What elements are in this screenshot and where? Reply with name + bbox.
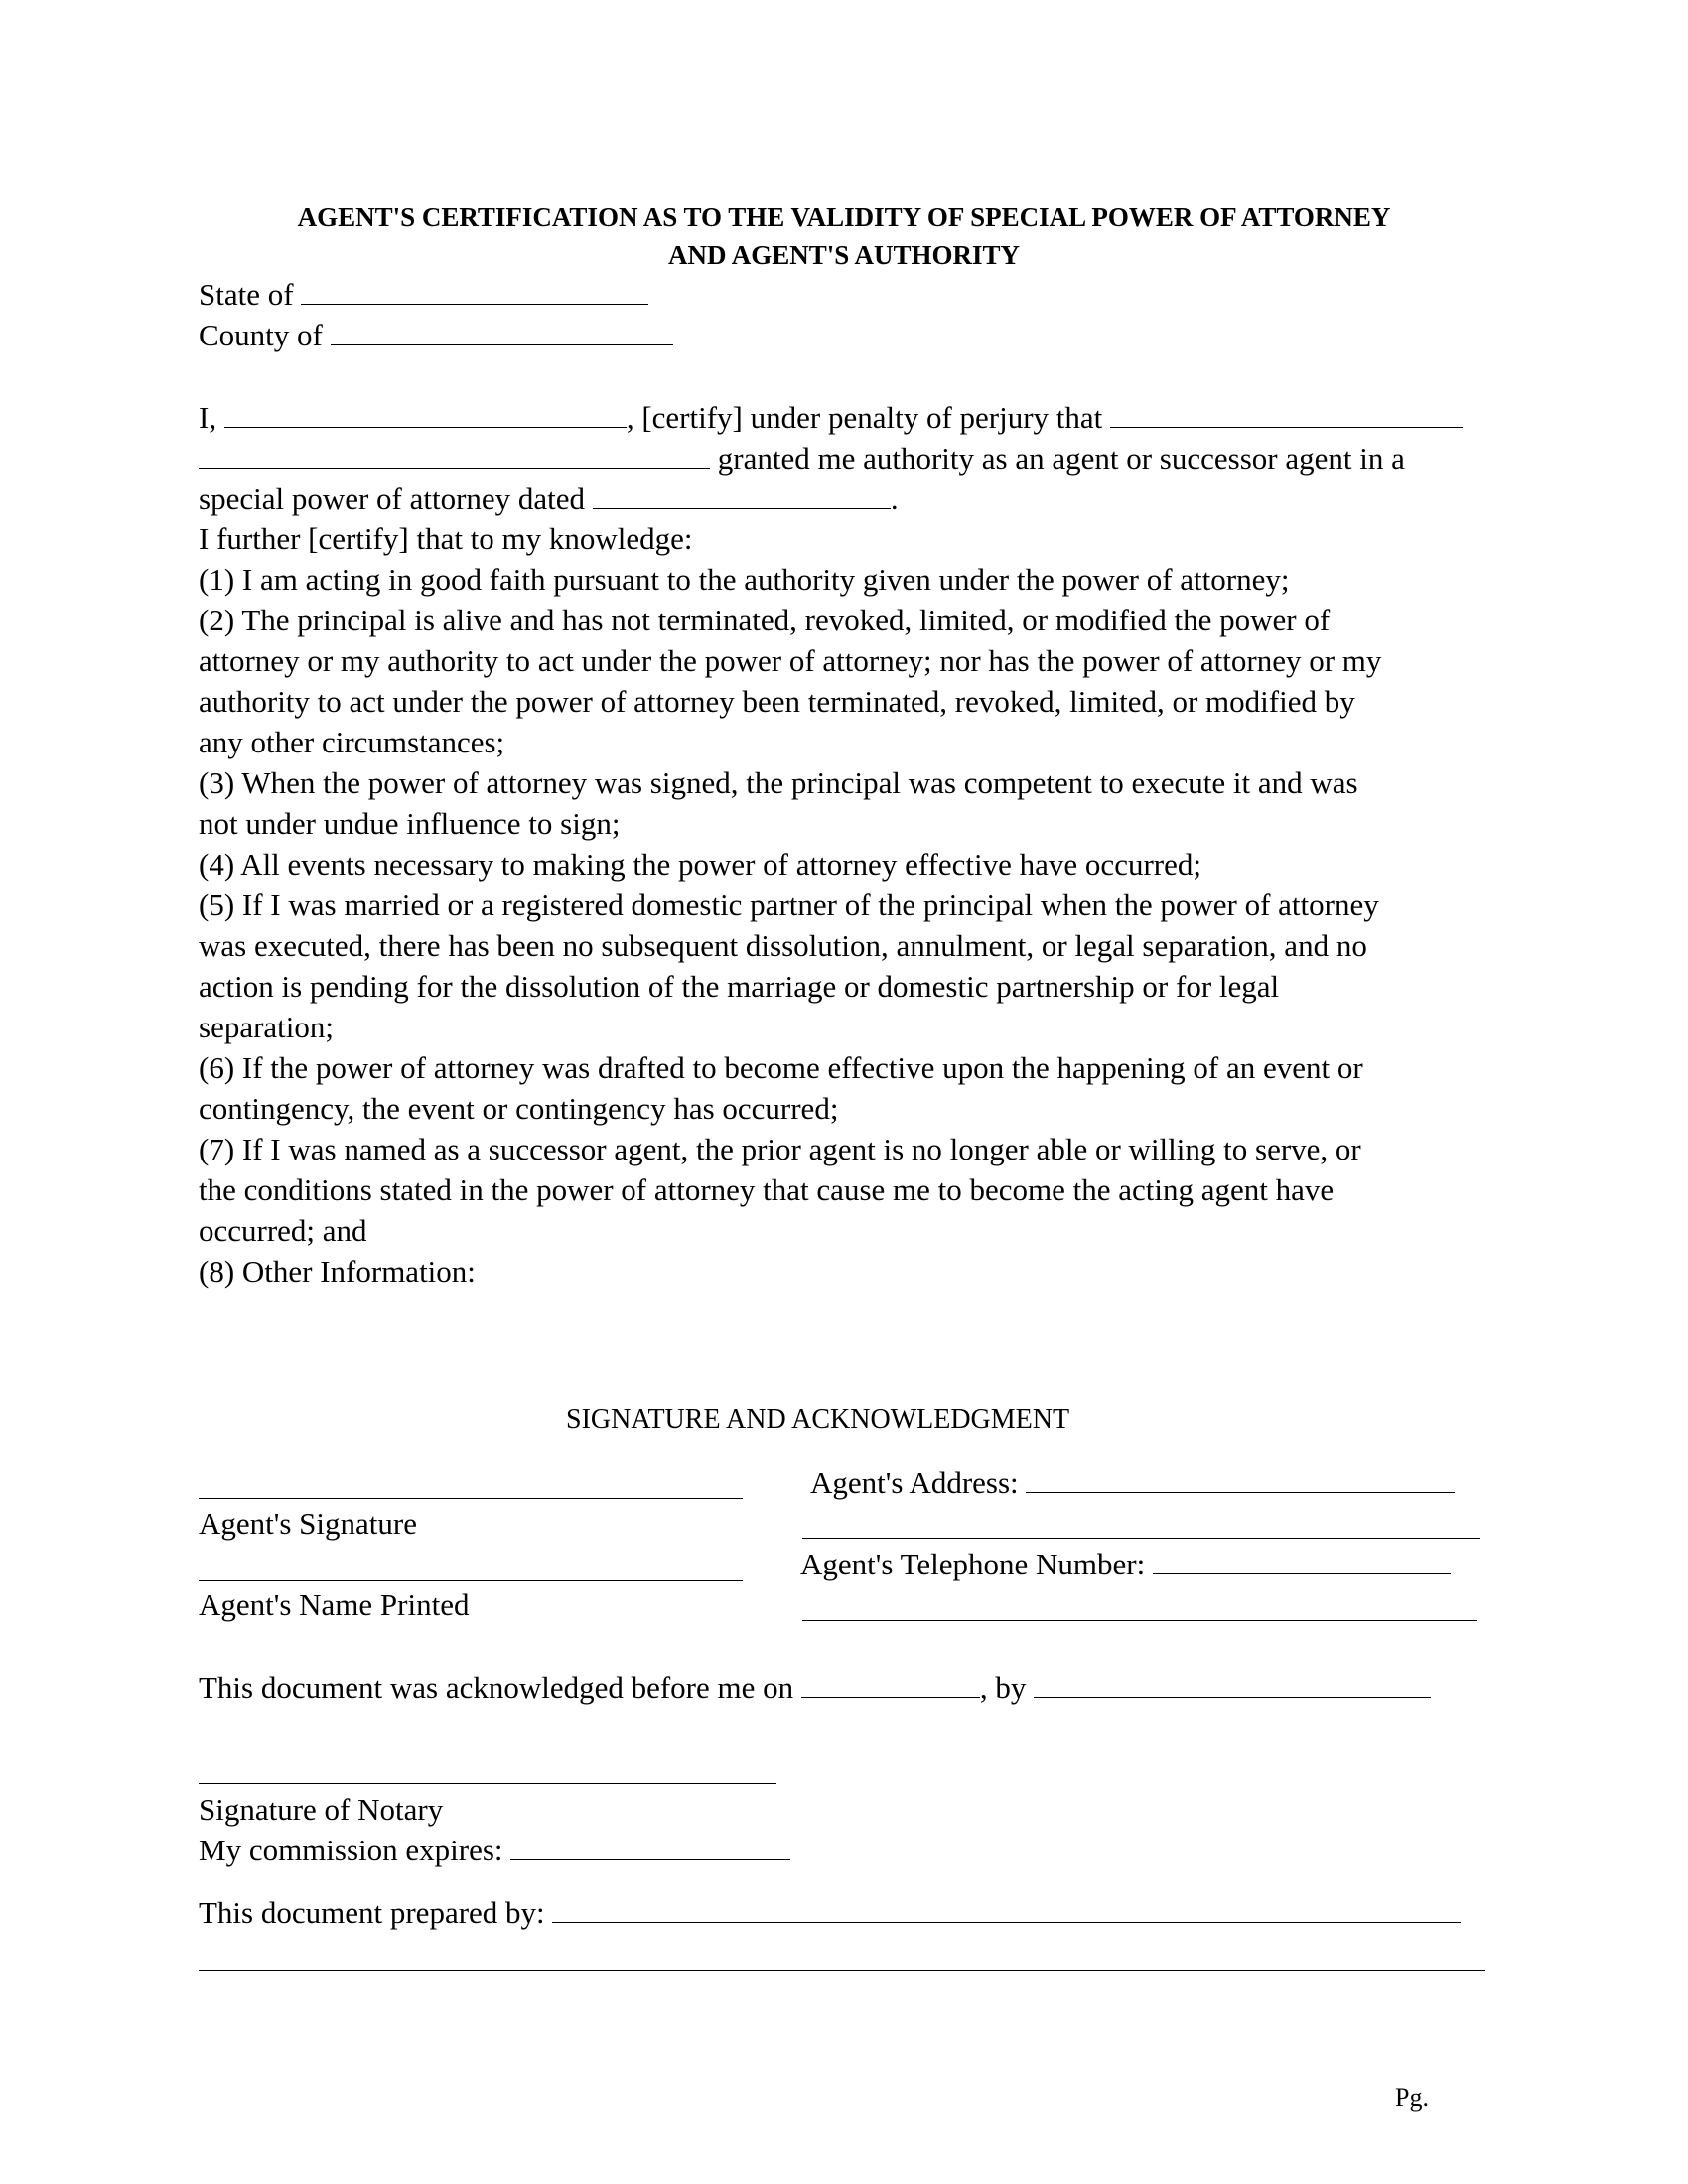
poa-date-field[interactable] — [593, 480, 891, 509]
county-field[interactable] — [331, 317, 673, 345]
body-line-16: the conditions stated in the power of attorney that cause me to become the acting agent have — [199, 1172, 1335, 1207]
ack-date-field[interactable] — [801, 1669, 980, 1698]
ack-person-field[interactable] — [1034, 1669, 1431, 1698]
dated-text: special power of attorney dated — [199, 481, 586, 516]
agent-signature-label: Agent's Signature — [199, 1506, 417, 1541]
i-prefix: I, — [199, 400, 217, 435]
prepared-label: This document prepared by: — [199, 1895, 545, 1930]
county-row — [199, 315, 673, 355]
document-title — [189, 199, 1499, 274]
agent-phone-field[interactable] — [1153, 1546, 1451, 1574]
body-line-3: attorney or my authority to act under the power of attorney; nor has the power of attorney or my — [199, 643, 1382, 678]
body-line-15: (7) If I was named as a successor agent, the prior agent is no longer able or willing to serve, or — [199, 1132, 1361, 1166]
ack-by: , by — [979, 1670, 1027, 1705]
body-line-5: any other circumstances; — [199, 725, 505, 759]
body-line-17: occurred; and — [199, 1213, 367, 1248]
body-line-7: not under undue influence to sign; — [199, 806, 621, 841]
acknowledgment-row — [199, 1667, 1431, 1707]
title-line-1: AGENT'S CERTIFICATION AS TO THE VALIDITY OF SPECIAL POWER OF ATTORNEY — [297, 203, 1391, 232]
body-line-9: (5) If I was married or a registered domestic partner of the principal when the power of attorney — [199, 887, 1379, 922]
state-row — [199, 274, 648, 315]
body-line-10: was executed, there has been no subsequent dissolution, annulment, or legal separation, and no — [199, 928, 1367, 963]
agent-name-label: Agent's Name Printed — [199, 1587, 470, 1622]
agent-address-line-2[interactable] — [802, 1538, 1480, 1539]
body-line-14: contingency, the event or contingency has occurred; — [199, 1091, 839, 1126]
agent-address-row — [810, 1462, 1455, 1503]
body-line-13: (6) If the power of attorney was drafted to become effective upon the happening of an event or — [199, 1050, 1363, 1085]
ack-text: This document was acknowledged before me on — [199, 1670, 794, 1705]
principal-name-field-2[interactable] — [199, 440, 710, 469]
body-line-8: (4) All events necessary to making the power of attorney effective have occurred; — [199, 847, 1201, 882]
dated-row — [199, 478, 899, 519]
prepared-field[interactable] — [552, 1894, 1461, 1923]
body-line-11: action is pending for the dissolution of the marriage or domestic partnership or for legal — [199, 969, 1280, 1004]
commission-field[interactable] — [510, 1832, 790, 1860]
notary-signature-label: Signature of Notary — [199, 1792, 444, 1827]
further-certify: I further [certify] that to my knowledge: — [199, 521, 693, 556]
certify-row — [199, 397, 1463, 438]
prepared-line-2[interactable] — [199, 1970, 1485, 1971]
page-number: Pg. — [1395, 2083, 1429, 2112]
period: . — [890, 481, 899, 516]
agent-phone-label: Agent's Telephone Number: — [800, 1547, 1146, 1581]
granted-row — [199, 438, 1405, 478]
body-line-1: (1) I am acting in good faith pursuant to the authority given under the power of attorney; — [199, 562, 1290, 597]
agent-address-field[interactable] — [1026, 1464, 1455, 1493]
agent-signature-line[interactable] — [199, 1498, 743, 1499]
commission-row — [199, 1830, 790, 1870]
state-field[interactable] — [301, 276, 648, 305]
principal-name-field[interactable] — [1110, 399, 1463, 428]
body-line-2: (2) The principal is alive and has not terminated, revoked, limited, or modified the power of — [199, 603, 1331, 637]
signature-heading: SIGNATURE AND ACKNOWLEDGMENT — [566, 1404, 1070, 1434]
granted-text: granted me authority as an agent or successor agent in a — [717, 441, 1405, 476]
commission-label: My commission expires: — [199, 1833, 503, 1867]
body-line-6: (3) When the power of attorney was signed, the principal was competent to execute it and was — [199, 765, 1358, 800]
title-line-2: AND AGENT'S AUTHORITY — [667, 240, 1021, 270]
certify-text: , [certify] under penalty of perjury that — [626, 400, 1103, 435]
body-line-18: (8) Other Information: — [199, 1254, 476, 1289]
county-label: County of — [199, 318, 323, 352]
prepared-row — [199, 1892, 1461, 1933]
agent-phone-line-2[interactable] — [802, 1620, 1477, 1621]
notary-signature-line[interactable] — [199, 1783, 776, 1784]
agent-name-printed-line[interactable] — [199, 1580, 743, 1581]
agent-address-label: Agent's Address: — [810, 1465, 1019, 1500]
agent-phone-row — [800, 1544, 1451, 1584]
state-label: State of — [199, 277, 294, 312]
body-line-12: separation; — [199, 1010, 335, 1044]
body-line-4: authority to act under the power of attorney been terminated, revoked, limited, or modified by — [199, 684, 1355, 719]
agent-name-field[interactable] — [224, 399, 627, 428]
